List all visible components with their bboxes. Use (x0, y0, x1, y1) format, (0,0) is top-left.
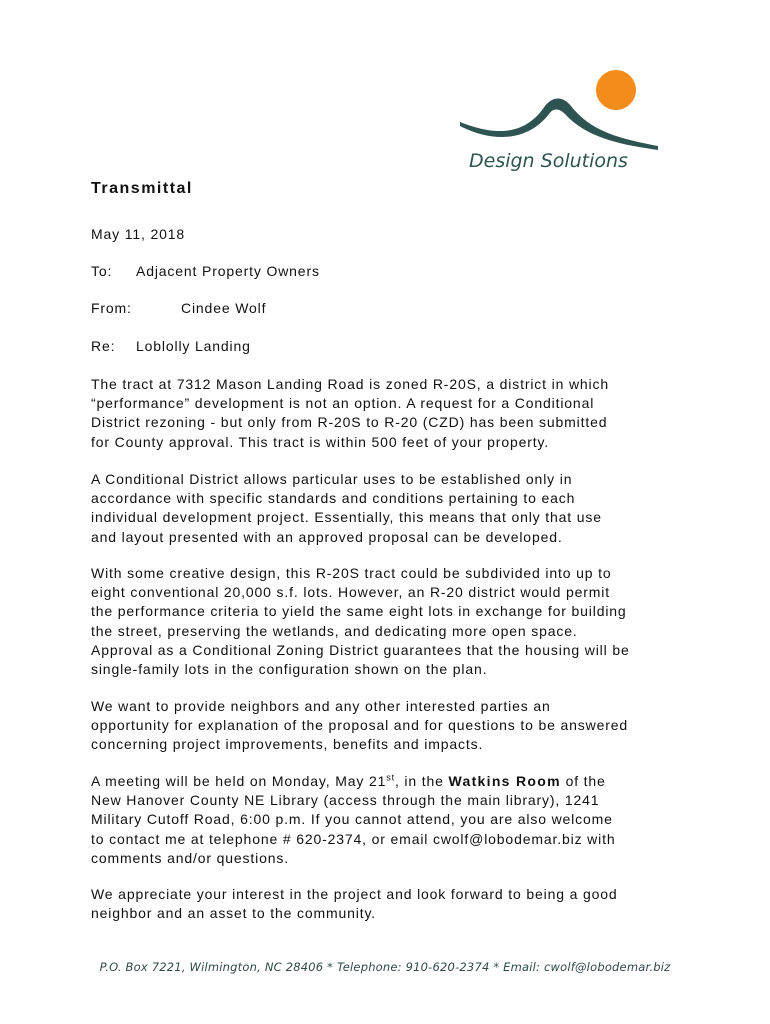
re-label: Re: (91, 338, 116, 354)
to-value: Adjacent Property Owners (136, 263, 320, 279)
sun-icon (596, 70, 636, 110)
from-label: From: (91, 300, 132, 316)
paragraph-5-c: of the New Hanover County NE Library (access through the main library), 1241 Military Cutoff Road, 6:00 p.m. If you cannot attend, you are also welcome to contact me at telephone # 620-2374, or email cwolf@lobodemar.biz with comments and/or questions. (91, 773, 616, 866)
to-label: To: (91, 263, 113, 279)
paragraph-5-a: A meeting will be held on Monday, May 21 (91, 773, 387, 789)
wave-icon (460, 99, 658, 151)
paragraph-1: The tract at 7312 Mason Landing Road is zoned R-20S, a district in which “performance” development is not an option. A request for a Conditional District rezoning - but only from R-20S to R-20 (CZD) has been submitted for County approval. This tract is within 500 feet of your property. (91, 376, 610, 450)
paragraph-2: A Conditional District allows particular uses to be established only in accordance with specific standards and conditions pertaining to each individual development project. Essentially, this means that only that use and layout presented with an approved proposal can be developed. (91, 471, 602, 545)
to-line (91, 263, 320, 279)
design-solutions-logo (455, 66, 665, 176)
paragraph-3: With some creative design, this R-20S tract could be subdivided into up to eight conventional 20,000 s.f. lots. However, an R-20 district would permit the performance criteria to yield the same eight lots in exchange for building the street, preserving the wetlands, and dedicating more open space. Approval as a Conditional Zoning District guarantees that the housing will be single-family lots in the configuration shown on the plan. (91, 565, 630, 678)
document-title: Transmittal (91, 180, 193, 197)
footer-contact: P.O. Box 7221, Wilmington, NC 28406 * Telephone: 910-620-2374 * Email: cwolf@lobodemar.biz (99, 960, 671, 974)
paragraph-4: We want to provide neighbors and any other interested parties an opportunity for explanation of the proposal and for questions to be answered concerning project improvements, benefits and impacts. (91, 698, 629, 753)
date-line: May 11, 2018 (91, 226, 185, 242)
paragraph-5-b: , in the (394, 773, 449, 789)
from-line (91, 300, 267, 316)
re-value: Loblolly Landing (136, 338, 251, 354)
paragraph-6: We appreciate your interest in the project and look forward to being a good neighbor and an asset to the community. (91, 886, 618, 922)
meeting-room: Watkins Room (448, 773, 561, 789)
from-value: Cindee Wolf (181, 300, 267, 316)
logo-graphic (455, 66, 665, 176)
re-line (91, 338, 251, 354)
paragraph-5-sup: st (386, 772, 395, 783)
paragraph-5 (91, 772, 691, 868)
logo-text: Design Solutions (469, 150, 628, 172)
